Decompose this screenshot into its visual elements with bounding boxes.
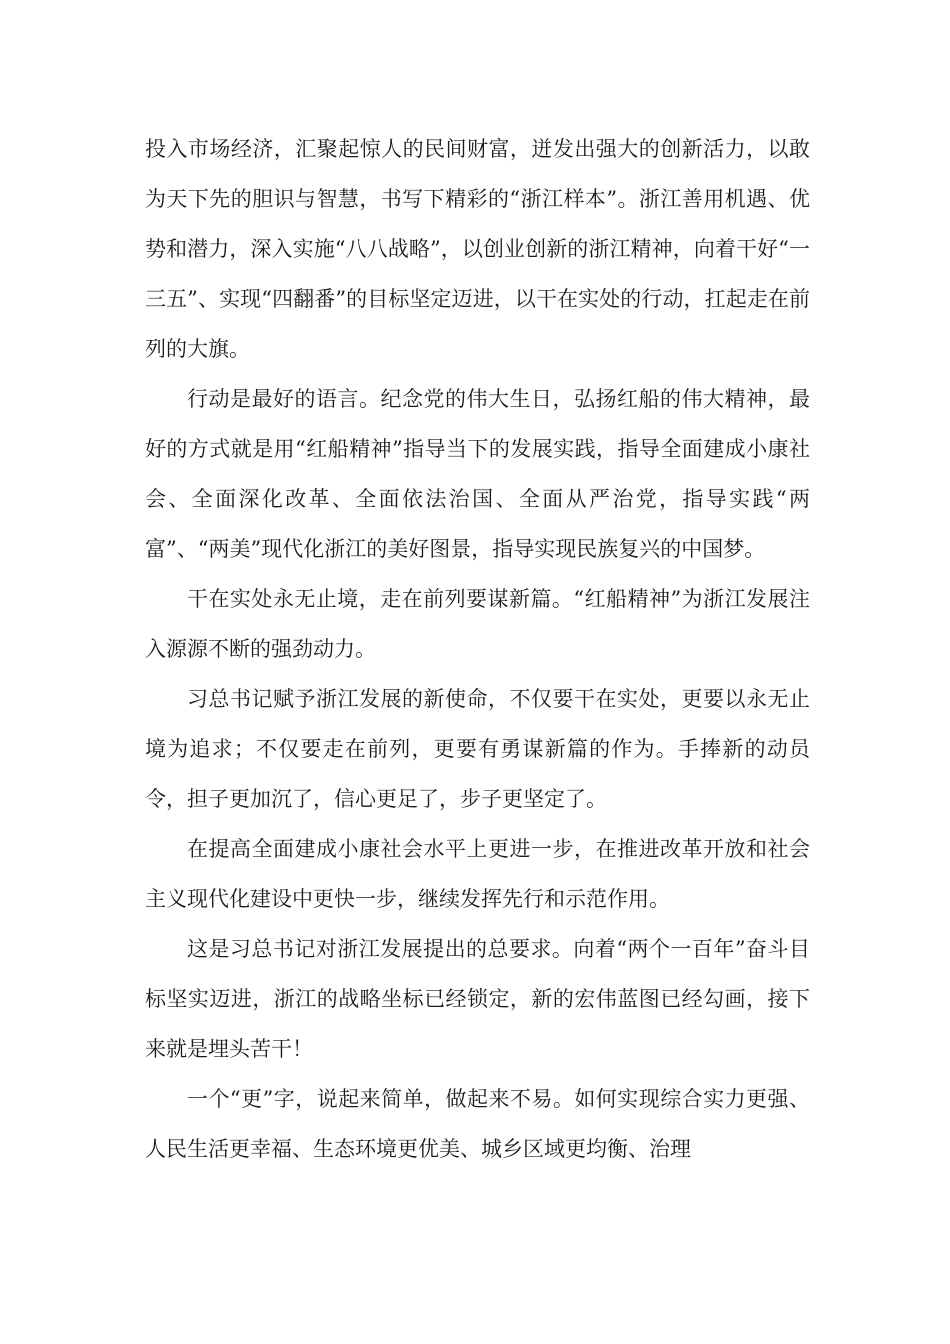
body-text [145,124,810,1174]
paragraph-1: 投入市场经济，汇聚起惊人的民间财富，迸发出强大的创新活力，以敢为天下先的胆识与智慧，书写下精彩的“浙江样本”。浙江善用机遇、优势和潜力，深入实施“八八战略”，以创业创新的浙江精神，向着干好“一三五”、实现“四翻番”的目标坚定迈进，以干在实处的行动，扛起走在前列的大旗。 [145,137,810,361]
paragraph-2: 行动是最好的语言。纪念党的伟大生日，弘扬红船的伟大精神，最好的方式就是用“红船精神”指导当下的发展实践，指导全面建成小康社会、全面深化改革、全面依法治国、全面从严治党，指导实践“两富”、“两美”现代化浙江的美好图景，指导实现民族复兴的中国梦。 [145,387,810,561]
paragraph-4: 习总书记赋予浙江发展的新使命，不仅要干在实处，更要以永无止境为追求；不仅要走在前列，更要有勇谋新篇的作为。手捧新的动员令，担子更加沉了，信心更足了，步子更坚定了。 [145,687,810,811]
paragraph-3: 干在实处永无止境，走在前列要谋新篇。“红船精神”为浙江发展注入源源不断的强劲动力。 [145,587,810,661]
paragraph-6: 这是习总书记对浙江发展提出的总要求。向着“两个一百年”奋斗目标坚实迈进，浙江的战略坐标已经锁定，新的宏伟蓝图已经勾画，接下来就是埋头苦干！ [145,937,810,1061]
paragraph-7: 一个“更”字，说起来简单，做起来不易。如何实现综合实力更强、人民生活更幸福、生态环境更优美、城乡区域更均衡、治理 [145,1087,810,1161]
paragraph-5: 在提高全面建成小康社会水平上更进一步，在推进改革开放和社会主义现代化建设中更快一步，继续发挥先行和示范作用。 [145,837,810,911]
